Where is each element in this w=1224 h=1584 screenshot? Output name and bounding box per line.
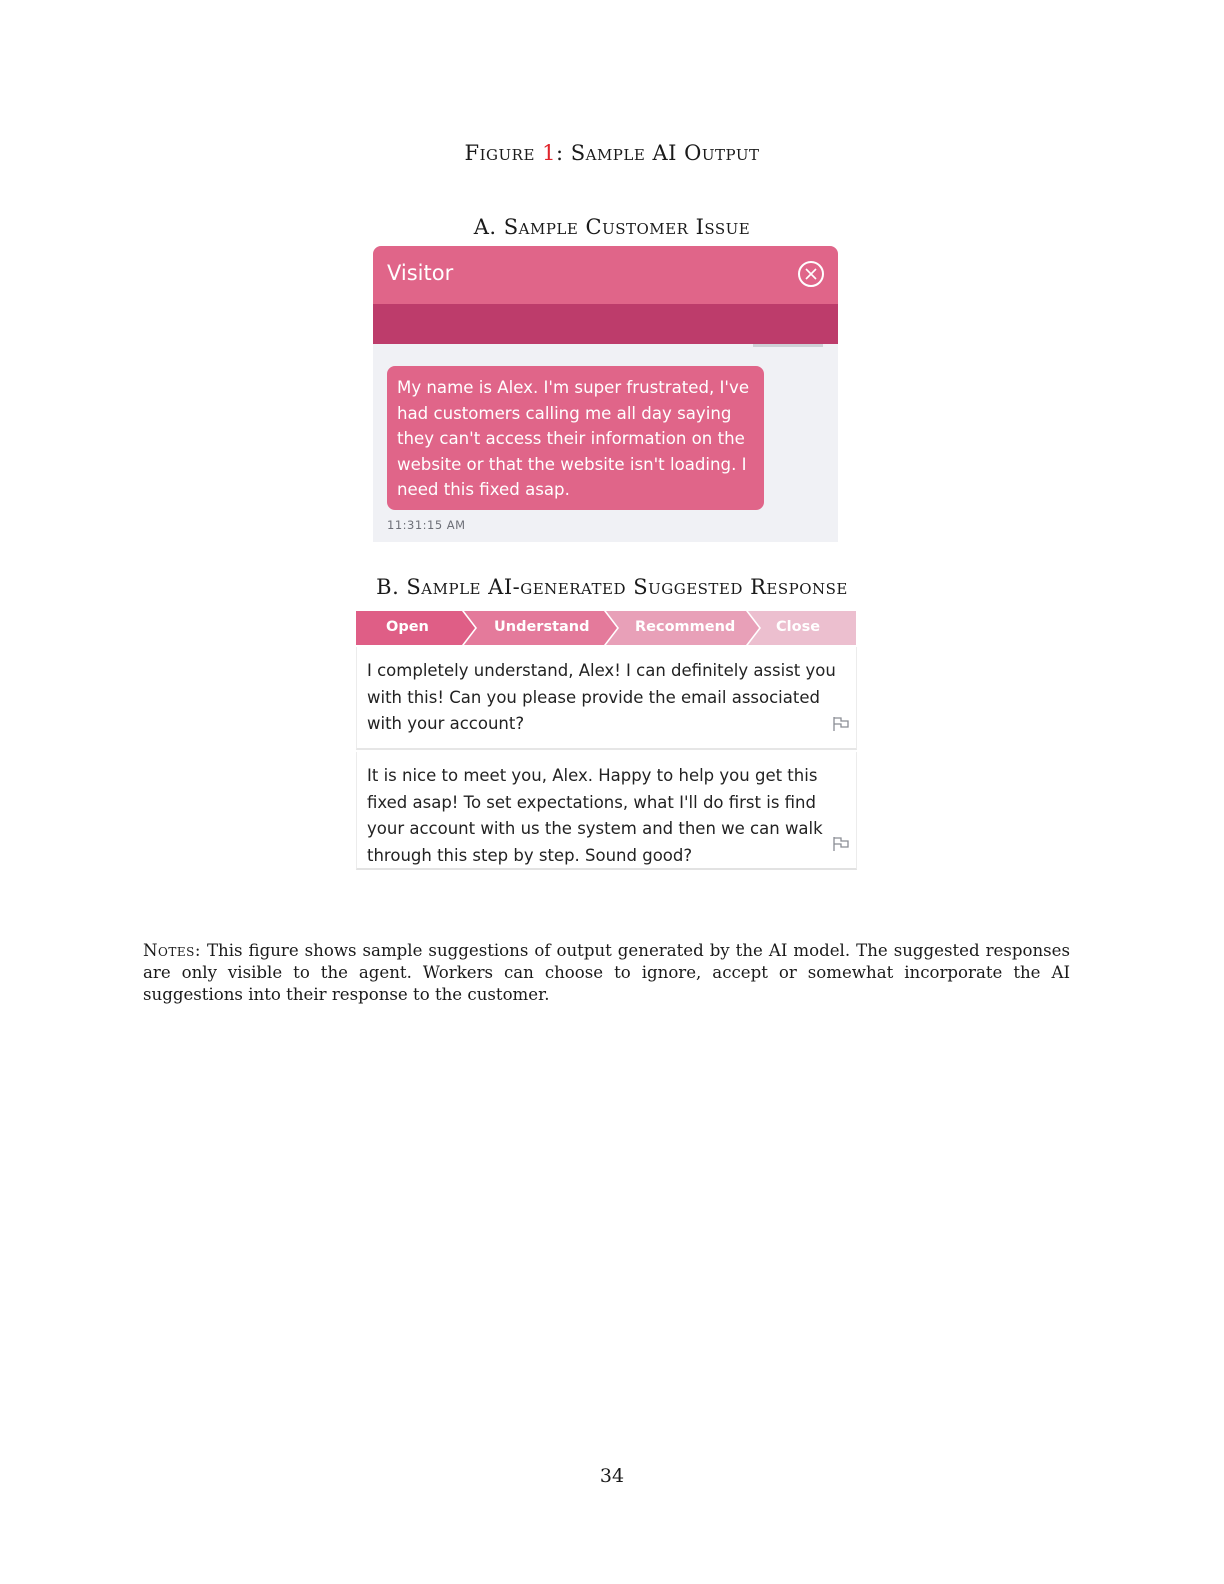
message-timestamp: 11:31:15 AM bbox=[387, 518, 466, 532]
step-close[interactable]: Close bbox=[776, 619, 821, 635]
flag-icon[interactable] bbox=[832, 834, 850, 861]
panel-a-title: A. Sample Customer Issue bbox=[473, 215, 751, 239]
figure-title: Figure 1: Sample AI Output bbox=[464, 141, 760, 165]
notes-label: Notes: bbox=[143, 941, 201, 960]
cropped-timestamp bbox=[753, 344, 823, 347]
chat-visitor-title: Visitor bbox=[387, 261, 454, 285]
panel-b-title: B. Sample AI-generated Suggested Response bbox=[376, 575, 848, 599]
step-open[interactable]: Open bbox=[386, 619, 429, 635]
chat-window bbox=[373, 246, 838, 542]
suggested-response-card[interactable] bbox=[356, 752, 857, 870]
close-icon[interactable] bbox=[798, 261, 824, 287]
suggested-response-text: I completely understand, Alex! I can definitely assist you with this! Can you please provide the email associated with your account? bbox=[367, 661, 836, 733]
page-number: 34 bbox=[599, 1465, 625, 1487]
chat-subheader-bar bbox=[373, 304, 838, 344]
step-recommend[interactable]: Recommend bbox=[635, 619, 736, 635]
notes-text: This figure shows sample suggestions of output generated by the AI model. The suggested responses are only visible to the agent. Workers can choose to ignore, accept or somewhat incorporate the AI suggestions into their response to the customer. bbox=[143, 941, 1070, 1004]
figure-label: Figure bbox=[464, 141, 535, 165]
suggested-response-card[interactable] bbox=[356, 647, 857, 750]
figure-number[interactable]: 1 bbox=[542, 141, 556, 165]
figure-caption: Sample AI Output bbox=[570, 141, 760, 165]
figure-notes bbox=[143, 940, 1070, 1006]
customer-message-bubble: My name is Alex. I'm super frustrated, I've had customers calling me all day saying they can't access their information on the website or that the website isn't loading. I need this fixed asap. bbox=[387, 366, 764, 510]
flag-icon[interactable] bbox=[832, 714, 850, 741]
conversation-stage-stepper bbox=[356, 611, 856, 645]
step-understand[interactable]: Understand bbox=[494, 619, 590, 635]
suggested-response-text: It is nice to meet you, Alex. Happy to help you get this fixed asap! To set expectations, what I'll do first is find your account with us the system and then we can walk through this step by step. Sound good? bbox=[367, 766, 823, 865]
chat-header bbox=[373, 246, 838, 304]
